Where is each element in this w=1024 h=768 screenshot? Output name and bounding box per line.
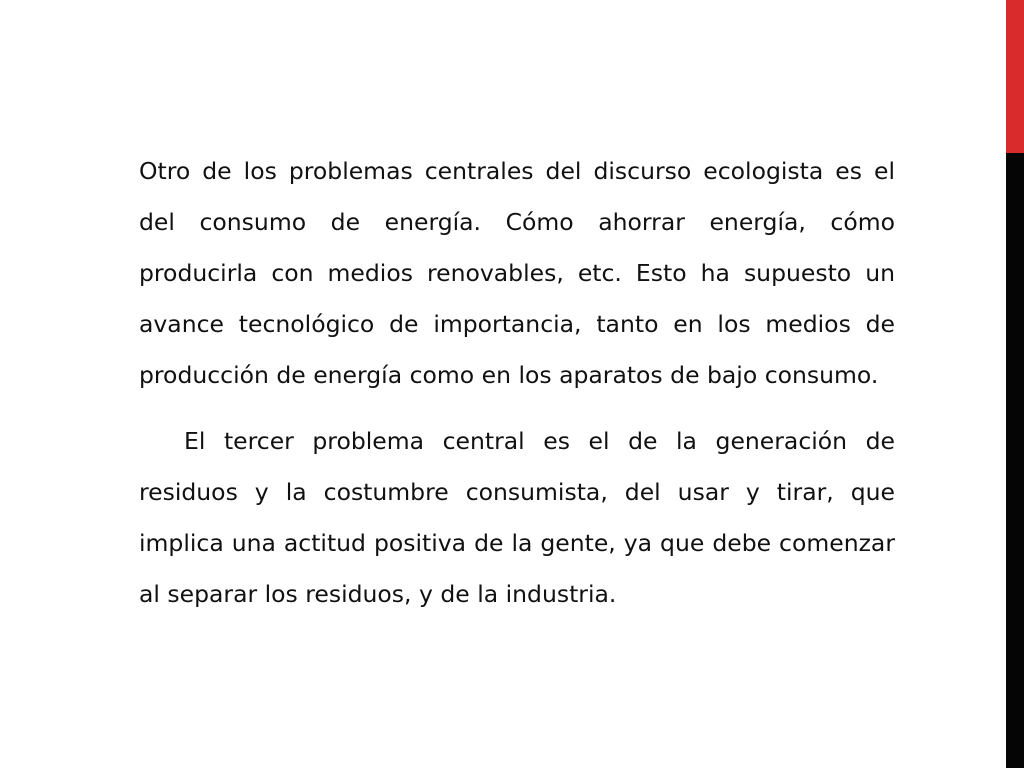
slide-body (139, 146, 895, 620)
paragraph-waste: El tercer problema central es el de la generación de residuos y la costumbre consumista, del usar y tirar, que implica una actitud positiva de la gente, ya que debe comenzar al separar los residuos, y de la industria. (139, 427, 895, 608)
accent-bar-red (1006, 0, 1024, 153)
accent-bar-black (1006, 153, 1024, 768)
paragraph-energy: Otro de los problemas centrales del discurso ecologista es el del consumo de energía. Cómo ahorrar energía, cómo producirla con medios renovables, etc. Esto ha supuesto un avance tecnológico de importancia, tanto en los medios de producción de energía como en los aparatos de bajo consumo. (139, 157, 895, 389)
